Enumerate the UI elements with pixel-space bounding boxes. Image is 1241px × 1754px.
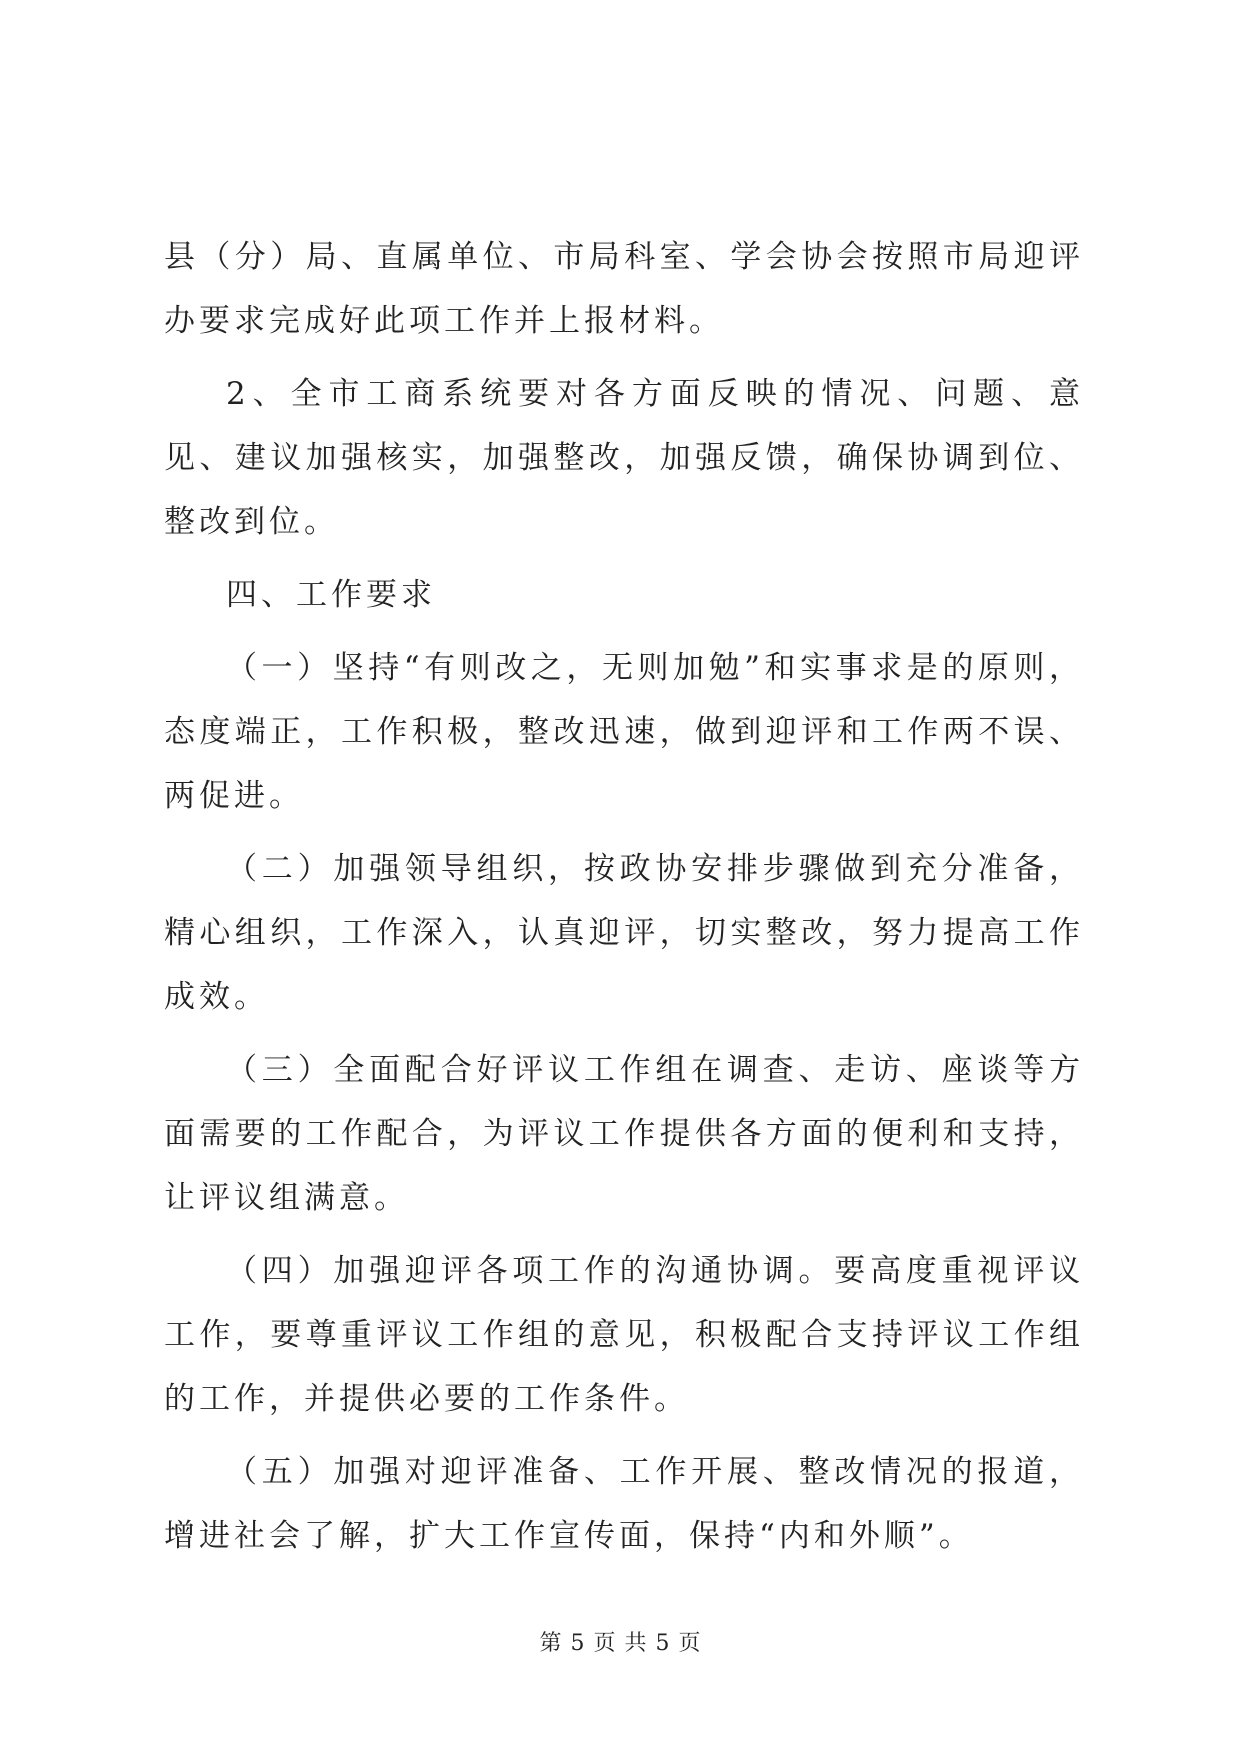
- section-heading-work-requirements: 四、工作要求: [226, 577, 436, 613]
- paragraph-continuation: 县（分）局、直属单位、市局科室、学会协会按照市局迎评办要求完成好此项工作并上报材料。: [164, 239, 1084, 339]
- document-body: [164, 225, 1084, 1577]
- page-number-footer: 第 5 页 共 5 页: [539, 1631, 702, 1656]
- paragraph-requirement-1: （一）坚持“有则改之，无则加勉”和实事求是的原则，态度端正，工作积极，整改迅速，做到迎评和工作两不误、两促进。: [164, 650, 1084, 814]
- paragraph-requirement-3: （三）全面配合好评议工作组在调查、走访、座谈等方面需要的工作配合，为评议工作提供各方面的便利和支持，让评议组满意。: [164, 1052, 1084, 1216]
- paragraph-item-2: 2、全市工商系统要对各方面反映的情况、问题、意见、建议加强核实，加强整改，加强反馈，确保协调到位、整改到位。: [164, 376, 1084, 540]
- paragraph-requirement-5: （五）加强对迎评准备、工作开展、整改情况的报道，增进社会了解，扩大工作宣传面，保持“内和外顺”。: [164, 1454, 1084, 1554]
- paragraph-requirement-4: （四）加强迎评各项工作的沟通协调。要高度重视评议工作，要尊重评议工作组的意见，积极配合支持评议工作组的工作，并提供必要的工作条件。: [164, 1253, 1084, 1417]
- paragraph-requirement-2: （二）加强领导组织，按政协安排步骤做到充分准备，精心组织，工作深入，认真迎评，切实整改，努力提高工作成效。: [164, 851, 1084, 1015]
